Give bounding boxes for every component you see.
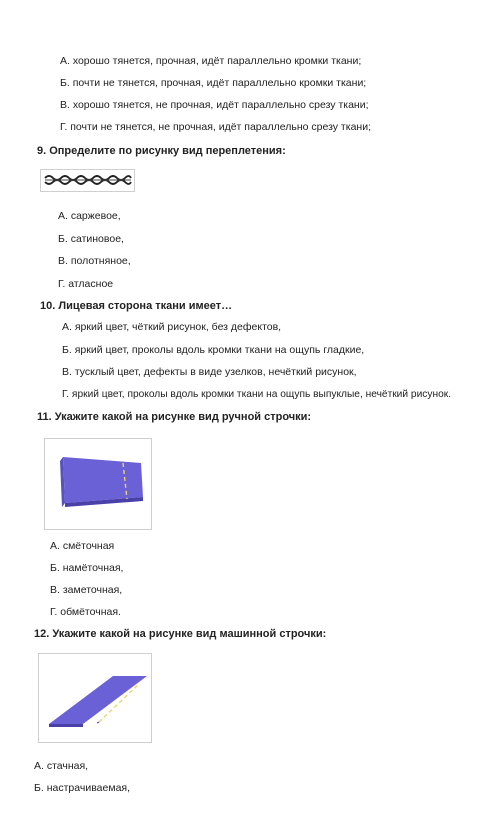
q12-option-a: А. стачная, xyxy=(34,760,89,772)
q8-option-d: Г. почти не тянется, не прочная, идёт параллельно срезу ткани; xyxy=(60,121,371,133)
q11-option-c: В. заметочная, xyxy=(50,584,123,596)
q10-option-a: А. яркий цвет, чёткий рисунок, без дефектов, xyxy=(62,321,282,333)
q10-option-d: Г. яркий цвет, проколы вдоль кромки ткани на ощупь выпуклые, нечёткий рисунок. xyxy=(62,389,452,400)
q11-option-d: Г. обмёточная. xyxy=(50,606,121,618)
q10-option-b: Б. яркий цвет, проколы вдоль кромки ткани на ощупь гладкие, xyxy=(62,344,365,356)
hand-stitch-image xyxy=(44,438,152,530)
q8-option-c: В. хорошо тянется, не прочная, идёт параллельно срезу ткани; xyxy=(60,99,369,111)
machine-stitch-image xyxy=(38,653,152,743)
q8-option-b: Б. почти не тянется, прочная, идёт параллельно кромки ткани; xyxy=(60,77,367,89)
q11-title: 11. Укажите какой на рисунке вид ручной строчки: xyxy=(37,411,312,423)
q12-option-b: Б. настрачиваемая, xyxy=(34,782,131,794)
q9-title: 9. Определите по рисунку вид переплетения: xyxy=(37,145,286,157)
q9-option-b: Б. сатиновое, xyxy=(58,233,124,245)
q10-option-c: В. тусклый цвет, дефекты в виде узелков, нечёткий рисунок, xyxy=(62,366,357,378)
q9-option-d: Г. атласное xyxy=(58,278,114,290)
q9-option-a: А. саржевое, xyxy=(58,210,121,222)
q12-title: 12. Укажите какой на рисунке вид машинной строчки: xyxy=(34,628,327,640)
q11-option-b: Б. намёточная, xyxy=(50,562,124,574)
q11-option-a: А. смёточная xyxy=(50,540,115,552)
q10-title: 10. Лицевая сторона ткани имеет… xyxy=(40,300,233,312)
q8-option-a: А. хорошо тянется, прочная, идёт параллельно кромки ткани; xyxy=(60,55,362,67)
weave-pattern-image xyxy=(40,169,135,192)
q9-option-c: В. полотняное, xyxy=(58,255,131,267)
